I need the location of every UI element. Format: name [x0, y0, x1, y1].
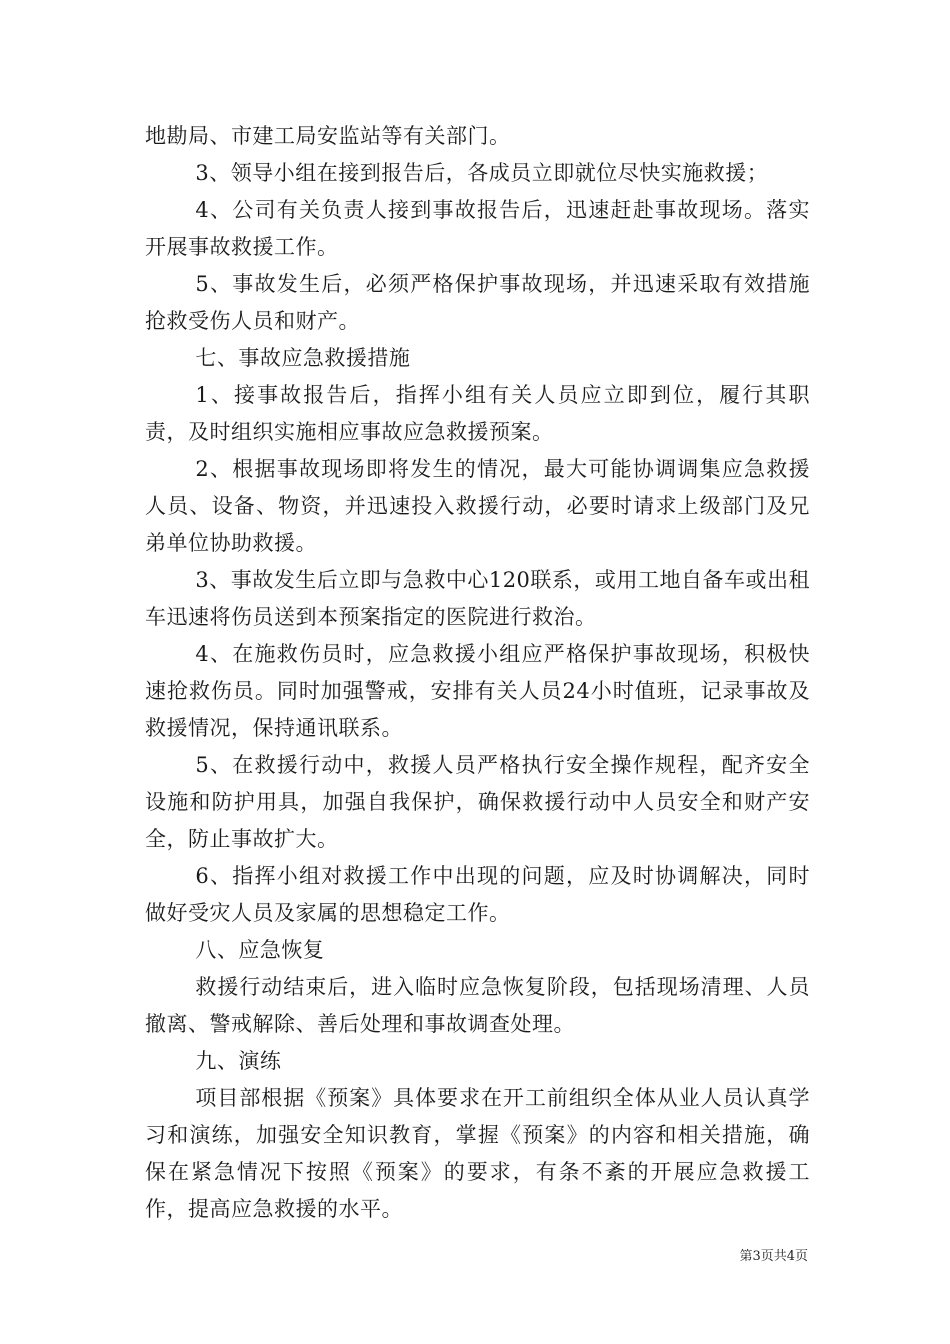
paragraph-measure-3: 3、事故发生后立即与急救中心120联系，或用工地自备车或出租车迅速将伤员送到本预案指定的医院进行救治。: [145, 568, 810, 629]
paragraph-continuation: 地勘局、市建工局安监站等有关部门。: [145, 124, 511, 148]
page-number-footer: 第3页共4页: [739, 1249, 808, 1264]
paragraph-measure-5: 5、在救援行动中，救援人员严格执行安全操作规程，配齐安全设施和防护用具，加强自我保护，确保救援行动中人员安全和财产安全，防止事故扩大。: [145, 753, 810, 851]
paragraph-item-5-protect-scene: 5、事故发生后，必须严格保护事故现场，并迅速采取有效措施抢救受伤人员和财产。: [145, 272, 810, 333]
section-heading-8: 八、应急恢复: [195, 938, 325, 962]
paragraph-measure-6: 6、指挥小组对救援工作中出现的问题，应及时协调解决，同时做好受灾人员及家属的思想稳定工作。: [145, 864, 810, 925]
paragraph-measure-2: 2、根据事故现场即将发生的情况，最大可能协调调集应急救援人员、设备、物资，并迅速投入救援行动，必要时请求上级部门及兄弟单位协助救援。: [145, 457, 810, 555]
paragraph-measure-1: 1、接事故报告后，指挥小组有关人员应立即到位，履行其职责，及时组织实施相应事故应急救援预案。: [145, 383, 810, 444]
paragraph-drill: 项目部根据《预案》具体要求在开工前组织全体从业人员认真学习和演练，加强安全知识教育，掌握《预案》的内容和相关措施，确保在紧急情况下按照《预案》的要求，有条不紊的开展应急救援工作，提高应急救援的水平。: [145, 1086, 810, 1221]
paragraph-recovery: 救援行动结束后，进入临时应急恢复阶段，包括现场清理、人员撤离、警戒解除、善后处理和事故调查处理。: [145, 975, 810, 1036]
section-heading-7: 七、事故应急救援措施: [195, 346, 411, 370]
paragraph-item-4-company-head: 4、公司有关负责人接到事故报告后，迅速赶赴事故现场。落实开展事故救援工作。: [145, 198, 810, 259]
section-heading-9: 九、演练: [195, 1049, 282, 1073]
paragraph-item-3-leader-group: 3、领导小组在接到报告后，各成员立即就位尽快实施救援；: [195, 161, 769, 185]
document-body: [145, 118, 810, 1228]
paragraph-measure-4: 4、在施救伤员时，应急救援小组应严格保护事故现场，积极快速抢救伤员。同时加强警戒，安排有关人员24小时值班，记录事故及救援情况，保持通讯联系。: [145, 642, 810, 740]
